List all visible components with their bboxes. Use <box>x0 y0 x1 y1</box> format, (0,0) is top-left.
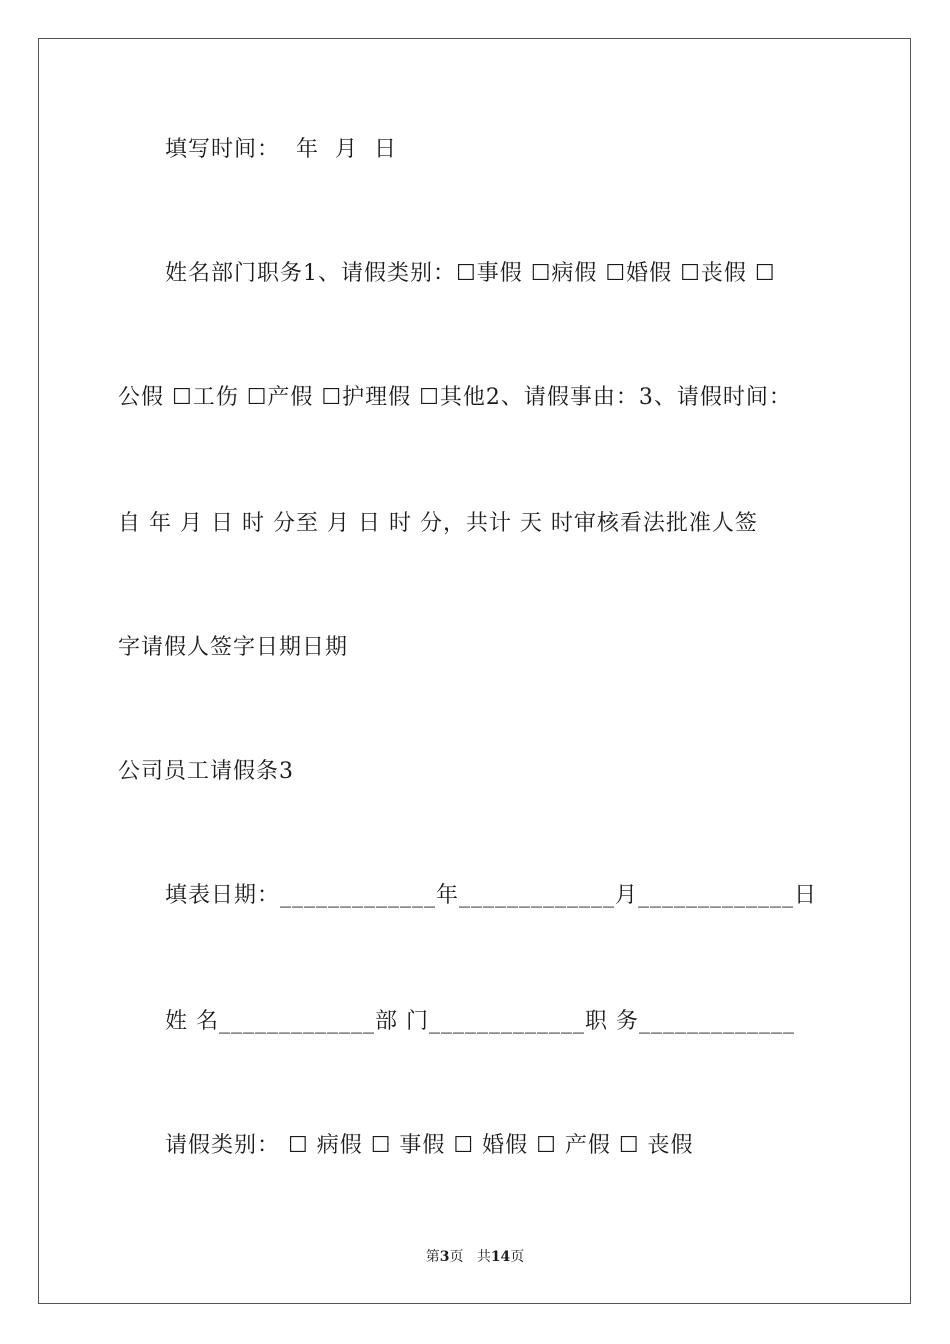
total-prefix: 共 <box>476 1249 491 1265</box>
total-suffix: 页 <box>510 1249 525 1265</box>
leave-type-line-2: 公假 ☐工伤 ☐产假 ☐护理假 ☐其他2、请假事由：3、请假时间： <box>118 385 792 410</box>
leave-type-line-1: 姓名部门职务1、请假类别：☐事假 ☐病假 ☐婚假 ☐丧假 ☐ <box>165 261 776 286</box>
leave-time-line: 自 年 月 日 时 分至 月 日 时 分，共计 天 时审核看法批准人签 <box>118 511 758 536</box>
name-dept-position-line: 姓 名_____________部 门_____________职 务_____________ <box>165 1009 795 1034</box>
page-suffix: 页 <box>449 1249 464 1265</box>
total-pages: 14 <box>490 1249 511 1265</box>
page-number: 3 <box>439 1249 450 1265</box>
fill-time-line: 填写时间： 年 月 日 <box>165 137 397 162</box>
page-frame <box>38 38 911 1304</box>
page-prefix: 第 <box>425 1249 440 1265</box>
section-title: 公司员工请假条3 <box>118 759 294 784</box>
form-date-line: 填表日期：_____________年_____________月_____________日 <box>165 883 818 908</box>
leave-category-line: 请假类别： ☐ 病假 ☐ 事假 ☐ 婚假 ☐ 产假 ☐ 丧假 <box>165 1133 694 1158</box>
page-footer <box>0 1247 950 1267</box>
signature-line: 字请假人签字日期日期 <box>118 635 349 660</box>
